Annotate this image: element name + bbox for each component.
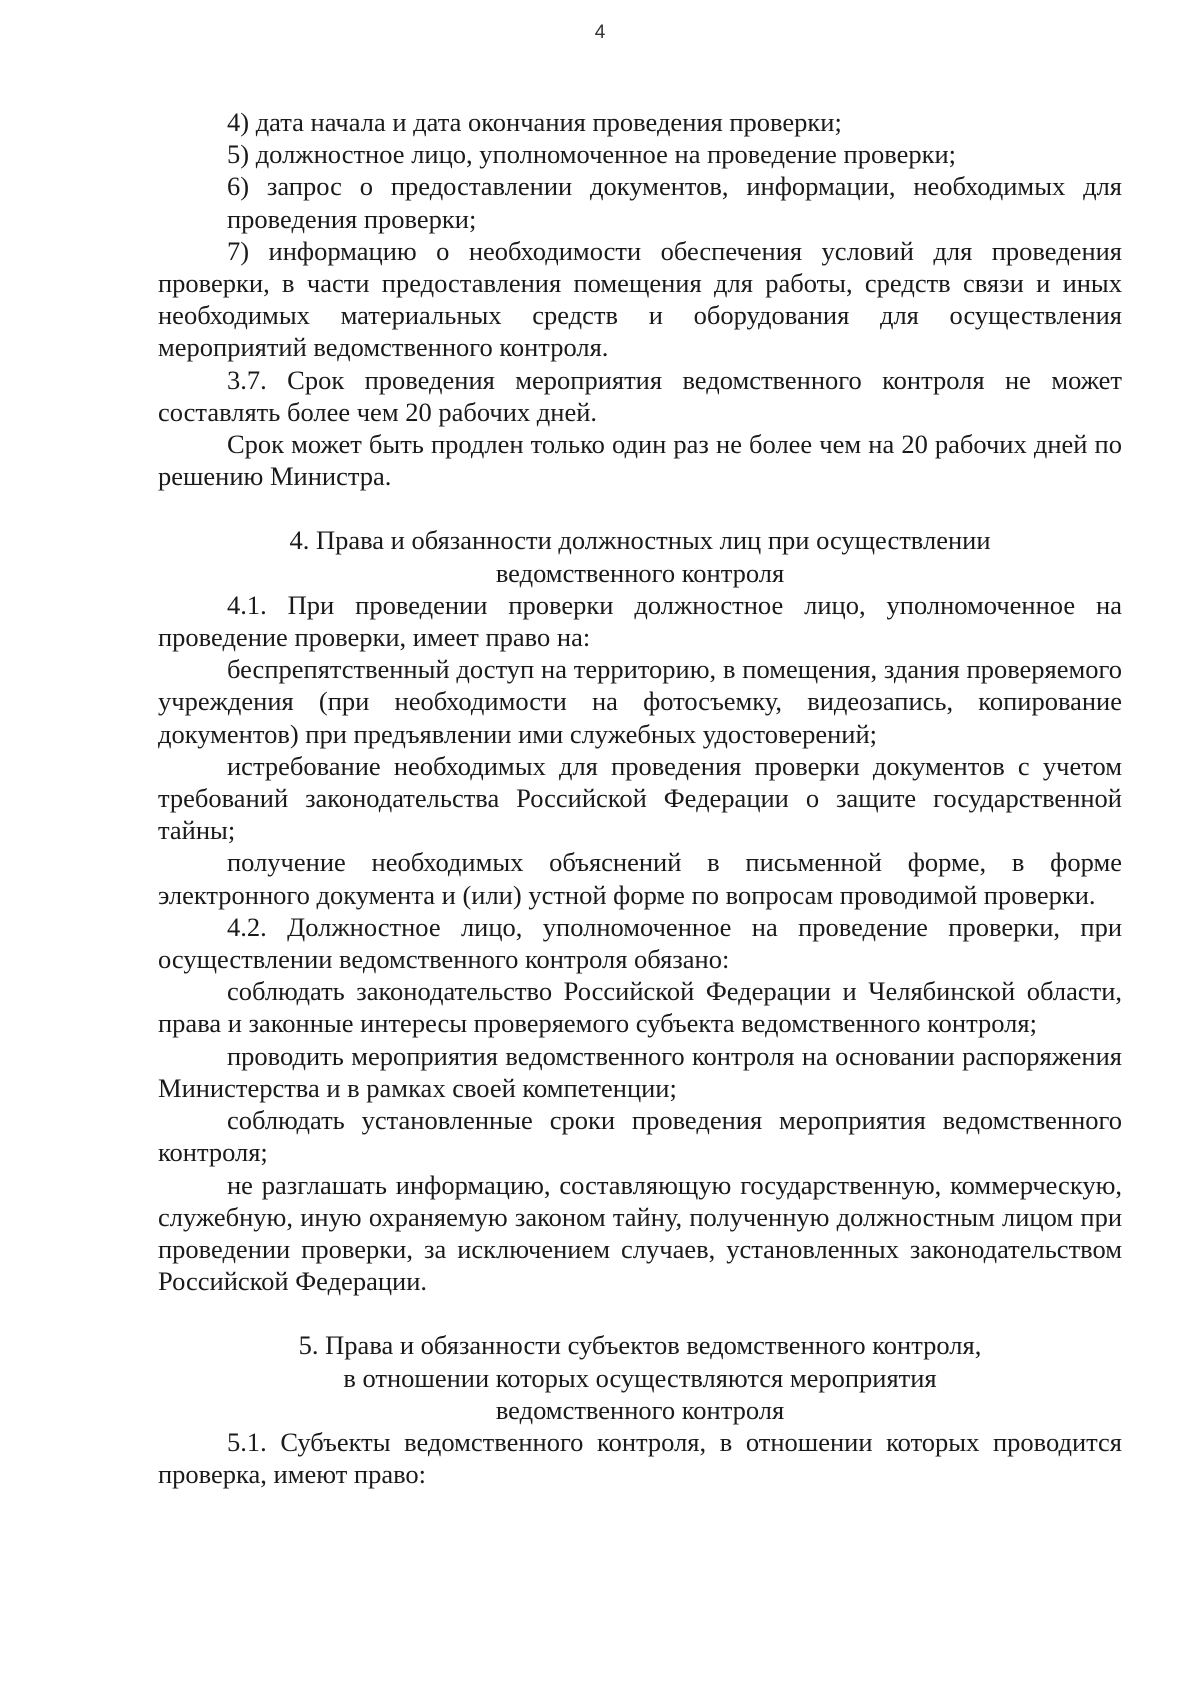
paragraph-4-2-conduct: проводить мероприятия ведомственного контроля на основании распоряжения Министерства и в рамках своей компетенции; [158,1040,1122,1103]
section-4-heading [158,524,1122,588]
paragraph-4-2: 4.2. Должностное лицо, уполномоченное на проведение проверки, при осуществлении ведомственного контроля обязано: [158,911,1122,975]
section-5-heading [158,1329,1122,1426]
paragraph-3-7: 3.7. Срок проведения мероприятия ведомственного контроля не может составлять более чем 20 рабочих дней. [158,364,1122,427]
document-body [158,106,1122,1490]
paragraph-4-1: 4.1. При проведении проверки должностное лицо, уполномоченное на проведение проверки, имеет право на: [158,589,1122,653]
page-number: 4 [594,22,606,43]
section-4-heading-line2: ведомственного контроля [495,557,785,588]
paragraph-item-7: 7) информацию о необходимости обеспечения условий для проведения проверки, в части предоставления помещения для работы, средств связи и иных необходимых материальных средств и оборудования для осуществления мероприятий ведомственного контроля. [158,235,1122,363]
paragraph-item-6: 6) запрос о предоставлении документов, информации, необходимых для проведения проверки; [227,171,1122,234]
paragraph-term-extension: Срок может быть продлен только один раз не более чем на 20 рабочих дней по решению Министра. [158,429,1122,492]
paragraph-4-1-documents: истребование необходимых для проведения проверки документов с учетом требований законодательства Российской Федерации о защите государственной тайны; [158,750,1122,846]
section-5-heading-line1: 5. Права и обязанности субъектов ведомственного контроля, [298,1330,982,1361]
paragraph-4-2-deadlines: соблюдать установленные сроки проведения мероприятия ведомственного контроля; [158,1105,1122,1168]
paragraph-4-2-secrecy: не разглашать информацию, составляющую государственную, коммерческую, служебную, иную охраняемую законом тайну, полученную должностным лицом при проведении проверки, за исключением случаев, установленных законодательством Российской Федерации. [158,1169,1122,1297]
section-4-heading-line1: 4. Права и обязанности должностных лиц при осуществлении [289,525,991,556]
paragraph-4-1-access: беспрепятственный доступ на территорию, в помещения, здания проверяемого учреждения (при необходимости на фотосъемку, видеозапись, копирование документов) при предъявлении ими служебных удостоверений; [158,654,1122,749]
paragraph-item-4: 4) дата начала и дата окончания проведения проверки; [227,107,842,137]
paragraph-4-1-explanations: получение необходимых объяснений в письменной форме, в форме электронного документа и (или) устной форме по вопросам проводимой проверки. [158,847,1122,910]
section-5-heading-line2: в отношении которых осуществляются мероприятия [343,1362,937,1393]
paragraph-4-2-law: соблюдать законодательство Российской Федерации и Челябинской области, права и законные интересы проверяемого субъекта ведомственного контроля; [158,976,1122,1039]
section-5-heading-line3: ведомственного контроля [495,1394,785,1425]
paragraph-5-1: 5.1. Субъекты ведомственного контроля, в отношении которых проводится проверка, имеют право: [158,1426,1122,1490]
paragraph-item-5: 5) должностное лицо, уполномоченное на проведение проверки; [227,139,956,170]
